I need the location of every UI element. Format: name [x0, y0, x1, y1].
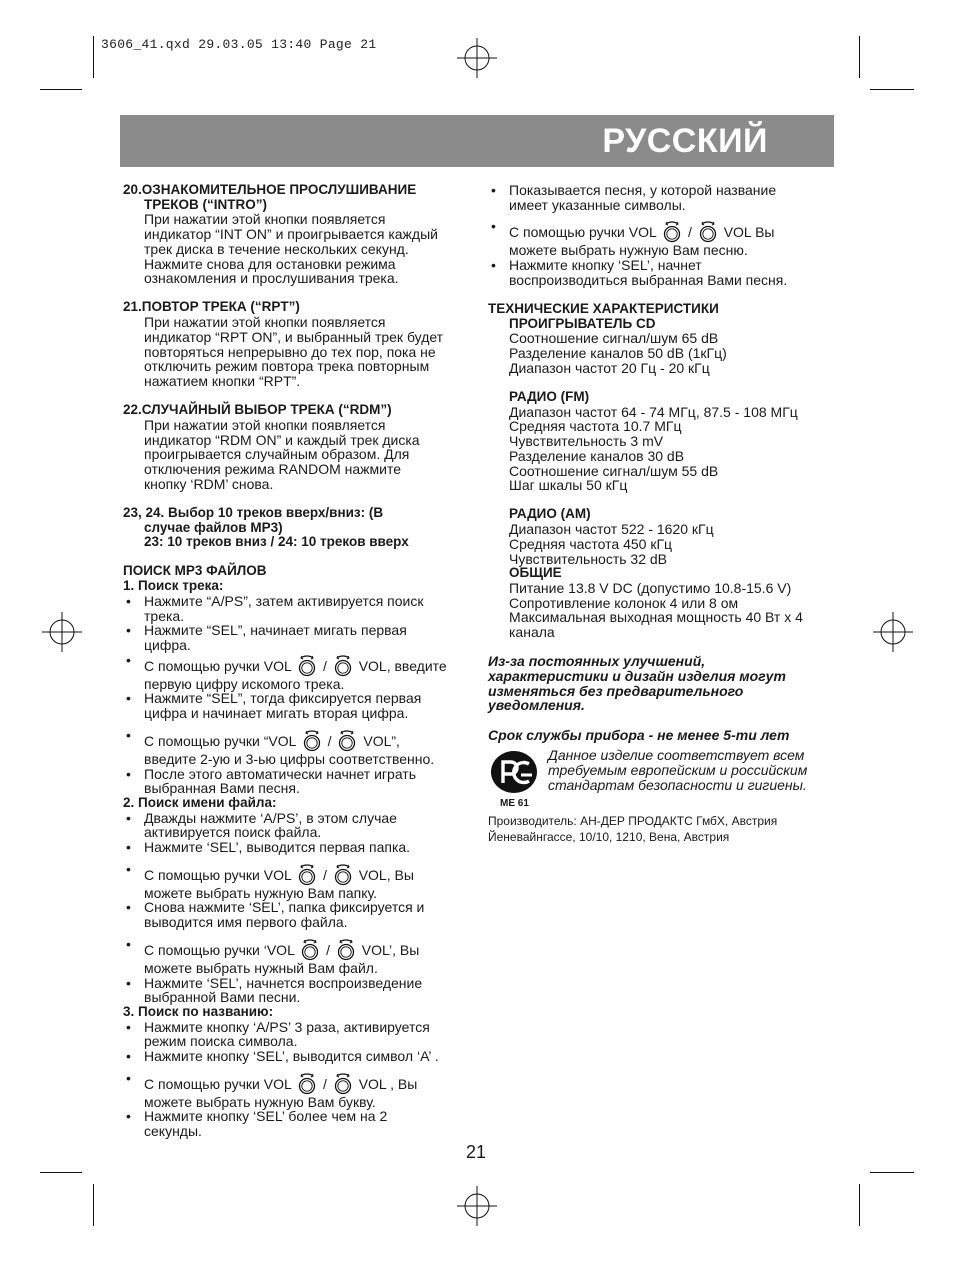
- subsection-heading: ПРОИГРЫВАТЕЛЬ CD: [509, 315, 656, 331]
- list-item: • Нажмите кнопку ‘SEL’, начнет воспроизводиться выбранная Вами песня.: [488, 258, 833, 287]
- subsection-heading: РАДИО (FM): [509, 389, 590, 405]
- crop-mark: [40, 1172, 82, 1173]
- list-item: • Нажмите “A/PS”, затем активируется поиск трека.: [123, 594, 468, 623]
- left-column: [123, 183, 468, 1139]
- vol-knob-icon: [297, 1071, 317, 1095]
- section-heading: 21.ПОВТОР ТРЕКА (“RPT”): [123, 299, 300, 315]
- certification-text: Данное изделие соответствует всем требуемым европейским и российским стандартам безопасности и гигиены.: [548, 747, 808, 793]
- crop-mark: [93, 1184, 94, 1226]
- crop-mark: [93, 36, 94, 78]
- subsection-heading: РАДИО (AM): [509, 506, 591, 522]
- spec-list: Диапазон частот 522 - 1620 кГц Средняя частота 450 кГц Чувствительность 32 dB: [509, 521, 714, 567]
- section-heading: 22.СЛУЧАЙНЫЙ ВЫБОР ТРЕКА (“RDM”): [123, 402, 392, 418]
- page-title: РУССКИЙ: [602, 122, 768, 160]
- subsection-heading: 2. Поиск имени файла:: [123, 794, 277, 810]
- subsection-heading: ОБЩИЕ: [509, 565, 562, 581]
- vol-knob-icon: [662, 219, 682, 243]
- vol-knob-icon: [333, 1071, 353, 1095]
- section-heading: 23: 10 треков вниз / 24: 10 треков вверх: [144, 534, 409, 550]
- registration-mark-icon: [457, 1186, 497, 1226]
- vol-knob-icon: [337, 728, 357, 752]
- section-heading: 20.ОЗНАКОМИТЕЛЬНОЕ ПРОСЛУШИВАНИЕ: [123, 182, 417, 197]
- vol-knob-icon: [698, 219, 718, 243]
- list-item: • Нажмите “SEL”, начинает мигать первая цифра.: [123, 623, 468, 652]
- list-item: • С помощью ручки “VOL / VOL”, введите 2-ую и 3-ью цифры соответственно.: [123, 728, 468, 767]
- notice-text: Из-за постоянных улучшений, характеристики и дизайн изделия могут изменяться без предварительного уведомления.: [488, 653, 786, 714]
- certification-block: [488, 749, 833, 813]
- paragraph: При нажатии этой кнопки появляется индикатор “RPT ON”, и выбранный трек будет повторяться непрерывно до тех пор, пока не отключить режим повтора трека повторным нажатием кнопки “RPT”.: [144, 314, 444, 389]
- section-heading: 23, 24. Выбор 10 треков вверх/вниз: (В: [123, 504, 384, 520]
- section-heading: случае файлов MP3): [144, 519, 283, 535]
- slug-line: 3606_41.qxd 29.03.05 13:40 Page 21: [101, 37, 377, 52]
- vol-knob-icon: [297, 653, 317, 677]
- header-bar: [120, 115, 834, 167]
- list-item: • С помощью ручки ‘VOL / VOL’, Вы можете выбрать нужный Вам файл.: [123, 937, 468, 976]
- spec-list: Питание 13.8 V DC (допустимо 10.8-15.6 V) Сопротивление колонок 4 или 8 ом Максимальная выходная мощность 40 Вт x 4 канала: [509, 579, 803, 641]
- paragraph: При нажатии этой кнопки появляется индикатор “RDM ON” и каждый трек диска проигрывается случайным образом. Для отключения режима RANDOM нажмите кнопку ‘RDM’ снова.: [144, 416, 420, 492]
- vol-knob-icon: [302, 728, 322, 752]
- registration-mark-icon: [42, 612, 82, 652]
- list-item: • Дважды нажмите ‘A/PS’, в этом случае активируется поиск файла.: [123, 811, 468, 840]
- page-number: 21: [466, 1142, 487, 1162]
- list-item: • Нажмите “SEL”, тогда фиксируется первая цифра и начинает мигать вторая цифра.: [123, 691, 468, 720]
- registration-mark-icon: [457, 38, 497, 78]
- vol-knob-icon: [336, 937, 356, 961]
- vol-knob-icon: [297, 862, 317, 886]
- vol-knob-icon: [333, 653, 353, 677]
- registration-mark-icon: [873, 612, 913, 652]
- section-heading: ТРЕКОВ (“INTRO”): [144, 196, 267, 212]
- list-item: • Нажмите кнопку ‘SEL’, выводится символ ‘A’ .: [123, 1049, 468, 1064]
- crop-mark: [870, 1172, 914, 1173]
- list-item: • Нажмите ‘SEL’, выводится первая папка.: [123, 840, 468, 855]
- right-column: [488, 183, 833, 845]
- crop-mark: [859, 1184, 860, 1226]
- spec-list: Соотношение сигнал/шум 65 dB Разделение каналов 50 dB (1кГц) Диапазон частот 20 Гц - 20 кГц: [509, 330, 727, 376]
- crop-mark: [40, 89, 82, 90]
- paragraph: При нажатии этой кнопки появляется индикатор “INT ON” и проигрывается каждый трек диска в течение нескольких секунд. Нажмите снова для остановки режима ознакомления и прослушивания трека.: [144, 211, 438, 287]
- list-item: • Показывается песня, у которой название имеет указанные символы.: [488, 183, 833, 212]
- vol-knob-icon: [333, 862, 353, 886]
- list-item: • Нажмите кнопку ‘A/PS’ 3 раза, активируется режим поиска символа.: [123, 1020, 468, 1049]
- list-item: • Нажмите ‘SEL’, начнется воспроизведение выбранной Вами песни.: [123, 976, 468, 1005]
- cert-code: ME 61: [500, 798, 529, 810]
- subsection-heading: 1. Поиск трека:: [123, 578, 224, 594]
- crop-mark: [859, 36, 860, 78]
- section-heading: ТЕХНИЧЕСКИЕ ХАРАКТЕРИСТИКИ: [488, 301, 719, 317]
- list-item: • Снова нажмите ‘SEL’, папка фиксируется и выводится имя первого файла.: [123, 900, 468, 929]
- list-item: • С помощью ручки VOL / VOL , Вы можете выбрать нужную Вам букву.: [123, 1071, 468, 1110]
- list-item: • После этого автоматически начнет играть выбранная Вами песня.: [123, 767, 468, 796]
- spec-list: Диапазон частот 64 - 74 МГц, 87.5 - 108 МГц Средняя частота 10.7 МГц Чувствительность 3 mV Разделение каналов 30 dB Соотношение сигнал/шум 55 dB Шаг шкалы 50 кГц: [509, 403, 798, 494]
- manufacturer-info: Производитель: АН-ДЕР ПРОДАКТС ГмбХ, Австрия Йеневайнгассе, 10/10, 1210, Вена, Австрия: [488, 814, 778, 845]
- list-item: • С помощью ручки VOL / VOL, Вы можете выбрать нужную Вам папку.: [123, 862, 468, 901]
- list-item: • С помощью ручки VOL / VOL Вы можете выбрать нужную Вам песню.: [488, 219, 833, 258]
- list-item: • С помощью ручки VOL / VOL, введите первую цифру искомого трека.: [123, 653, 468, 692]
- pct-certification-logo-icon: [488, 749, 540, 801]
- subsection-heading: 3. Поиск по названию:: [123, 1003, 274, 1019]
- list-item: • Нажмите кнопку ‘SEL’ более чем на 2 секунды.: [123, 1109, 468, 1138]
- section-heading: ПОИСК MP3 ФАЙЛОВ: [123, 563, 267, 579]
- vol-knob-icon: [300, 937, 320, 961]
- crop-mark: [870, 89, 914, 90]
- service-life-text: Срок службы прибора - не менее 5-ти лет: [488, 726, 790, 743]
